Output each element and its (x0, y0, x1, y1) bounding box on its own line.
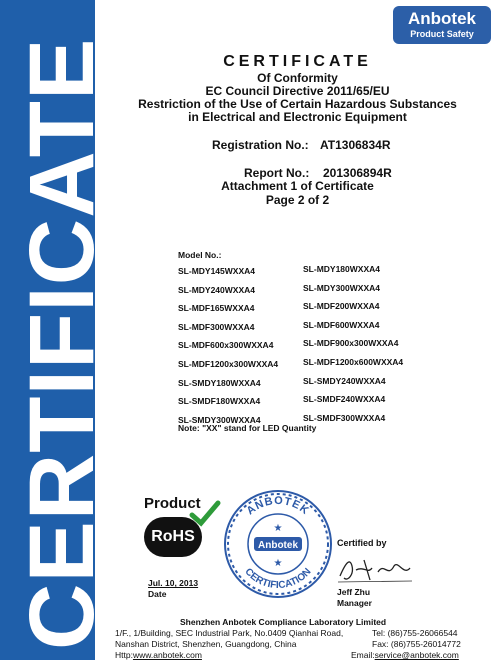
svg-text:★: ★ (273, 558, 283, 569)
logo-name: Anbotek (408, 9, 476, 28)
registration-value: AT1306834R (320, 138, 391, 152)
attachment-line: Attachment 1 of Certificate (221, 179, 374, 193)
signer-name: Jeff Zhu (337, 587, 371, 597)
website-link[interactable]: www.anbotek.com (132, 650, 202, 660)
footer-company: Shenzhen Anbotek Compliance Laboratory Limited (180, 617, 387, 627)
model-label: Model No.: (178, 250, 222, 260)
directive-line: EC Council Directive 2011/65/EU (205, 84, 390, 98)
model-left-item-3: SL-MDF165WXXA4 (178, 303, 255, 314)
signature (334, 552, 414, 586)
model-note: Note: "XX" stand for LED Quantity (178, 423, 317, 433)
footer-fax: Fax: (86)755-26014772 (372, 639, 461, 649)
banner-text: CERTIFICATE (11, 37, 113, 650)
conformity-line: Of Conformity (257, 71, 338, 85)
rohs-label: RoHS (151, 528, 195, 545)
model-right-item-5: SL-MDF900x300WXXA4 (303, 338, 399, 349)
certified-label: Certified by (337, 538, 387, 548)
equipment-line: in Electrical and Electronic Equipment (188, 110, 407, 124)
report-value: 201306894R (323, 166, 392, 180)
model-right-item-6: SL-MDF1200x600WXXA4 (303, 357, 404, 367)
footer-address1: 1/F., 1/Building, SEC Industrial Park, No.0409 Qianhai Road, (115, 628, 344, 638)
footer-address2: Nanshan District, Shenzhen, Guangdong, China (115, 639, 297, 649)
certificate-banner (0, 0, 113, 660)
http-label: Http: (115, 650, 133, 660)
seal-bottom-text: CERTIFICATION (242, 566, 314, 592)
email-label: Email: (351, 650, 375, 660)
logo-tagline: Product Safety (410, 29, 474, 39)
rohs-badge (144, 517, 202, 557)
page-line: Page 2 of 2 (265, 193, 330, 207)
anbotek-logo (393, 6, 491, 44)
rohs-product-label: Product (144, 495, 201, 512)
model-left-item-5: SL-MDF600x300WXXA4 (178, 340, 274, 351)
model-left-item-2: SL-MDY240WXXA4 (178, 284, 255, 295)
model-left-item-9: SL-SMDY300WXXA4 (178, 414, 261, 425)
model-right-item-8: SL-SMDF240WXXA4 (303, 394, 386, 405)
model-right-item-1: SL-MDY180WXXA4 (303, 264, 380, 274)
date-label: Date (148, 589, 167, 599)
svg-text:★: ★ (273, 523, 283, 534)
restriction-line: Restriction of the Use of Certain Hazardous Substances (138, 97, 457, 111)
model-right-item-9: SL-SMDF300WXXA4 (303, 412, 386, 423)
email-link[interactable]: service@anbotek.com (374, 650, 459, 660)
model-right-item-2: SL-MDY300WXXA4 (303, 282, 380, 293)
footer-email (351, 650, 459, 660)
rohs-mark (142, 495, 210, 565)
signer-title: Manager (337, 598, 372, 608)
model-left-item-7: SL-SMDY180WXXA4 (178, 377, 261, 388)
report-label: Report No.: (244, 166, 310, 180)
model-left-item-4: SL-MDF300WXXA4 (178, 321, 255, 332)
model-right-item-7: SL-SMDY240WXXA4 (303, 375, 386, 386)
model-right-item-3: SL-MDF200WXXA4 (303, 301, 380, 312)
certificate-title: CERTIFICATE (223, 53, 372, 70)
seal-top-text: ANBOTEK (244, 494, 312, 518)
seal-middle-text: Anbotek (258, 540, 298, 551)
footer-http (115, 650, 202, 660)
footer-tel: Tel: (86)755-26066544 (372, 628, 458, 638)
registration-label: Registration No.: (212, 138, 309, 152)
model-right-item-4: SL-MDF600WXXA4 (303, 319, 380, 330)
model-left-item-8: SL-SMDF180WXXA4 (178, 396, 261, 407)
issue-date: Jul. 10, 2013 (148, 578, 199, 588)
anbotek-certification-seal (222, 488, 334, 600)
model-left-item-1: SL-MDY145WXXA4 (178, 266, 255, 276)
model-left-item-6: SL-MDF1200x300WXXA4 (178, 359, 279, 369)
